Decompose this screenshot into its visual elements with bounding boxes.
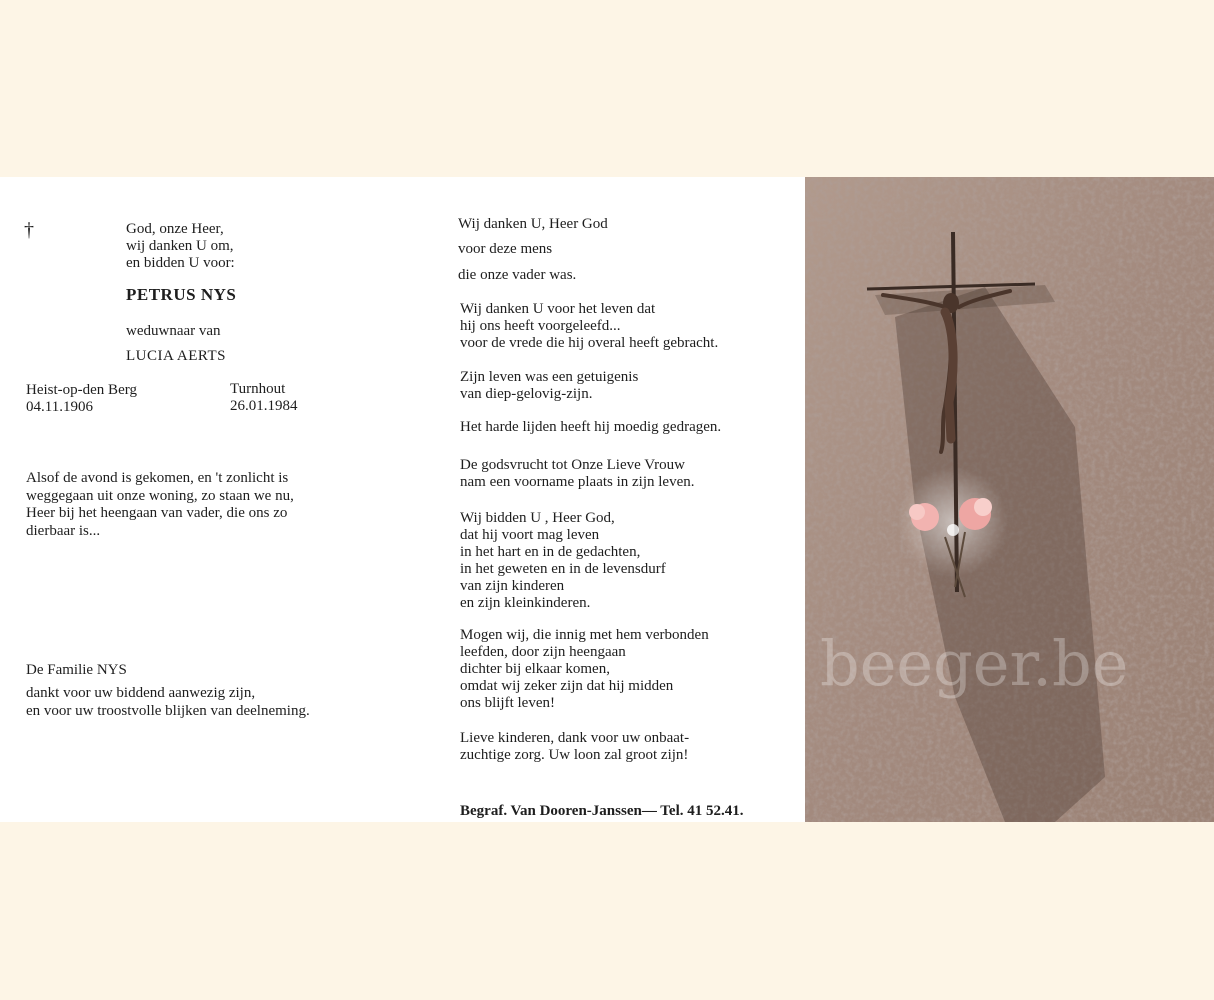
deceased-name: PETRUS NYS (126, 285, 237, 304)
prayer-stanza (460, 510, 666, 612)
intro-line-1: God, onze Heer, (126, 221, 224, 237)
prayer-line: dat hij voort mag leven (460, 527, 600, 543)
prayer-line: omdat wij zeker zijn dat hij midden (460, 678, 674, 694)
prayer-line: ons blijft leven! (460, 695, 555, 711)
prayer-line: voor de vrede die hij overal heeft gebracht. (460, 335, 719, 351)
evening-line: dierbaar is... (26, 522, 101, 539)
family-thanks (26, 685, 310, 720)
memorial-card (0, 177, 1214, 822)
family-line: dankt voor uw biddend aanwezig zijn, (26, 685, 256, 701)
prayer-line: leefden, door zijn heengaan (460, 644, 626, 660)
crucifix-photo (805, 177, 1214, 822)
prayer-line: Lieve kinderen, dank voor uw onbaat- (460, 730, 690, 746)
death-place: Turnhout (230, 381, 286, 397)
prayer-line: nam een voorname plaats in zijn leven. (460, 474, 695, 490)
prayer-opening-line: voor deze mens (458, 241, 553, 257)
funeral-home-line: Begraf. Van Dooren-Janssen— Tel. 41 52.41. (460, 803, 744, 819)
prayer-line: van diep-gelovig-zijn. (460, 386, 593, 402)
prayer-line: Mogen wij, die innig met hem verbonden (460, 627, 709, 643)
prayer-line: Het harde lijden heeft hij moedig gedragen. (460, 419, 722, 435)
family-line: en voor uw troostvolle blijken van deelneming. (26, 702, 310, 719)
prayer-stanza (460, 457, 695, 491)
birth-place: Heist-op-den Berg (26, 382, 137, 398)
prayer-line: dichter bij elkaar komen, (460, 661, 610, 677)
cross-symbol: † (24, 219, 34, 241)
evening-line: Alsof de avond is gekomen, en 't zonlicht is (26, 470, 289, 486)
prayer-line: Wij bidden U , Heer God, (460, 510, 615, 526)
prayer-line: zuchtige zorg. Uw loon zal groot zijn! (460, 747, 689, 763)
prayer-stanza (460, 301, 718, 352)
family-heading: De Familie NYS (26, 662, 127, 678)
prayer-line: van zijn kinderen (460, 578, 565, 594)
evening-text (26, 470, 294, 540)
intro-line-2: wij danken U om, (126, 238, 234, 254)
prayer-line: De godsvrucht tot Onze Lieve Vrouw (460, 457, 686, 473)
prayer-stanza (460, 419, 721, 436)
watermark-text: beeger.be (820, 627, 1129, 700)
evening-line: weggegaan uit onze woning, zo staan we nu, (26, 487, 294, 504)
prayer-line: Wij danken U voor het leven dat (460, 301, 656, 317)
death-date: 26.01.1984 (230, 398, 298, 414)
prayer-line: in het hart en in de gedachten, (460, 544, 641, 560)
prayer-line: Zijn leven was een getuigenis (460, 369, 639, 385)
prayer-stanza (460, 369, 638, 403)
birth-date: 04.11.1906 (26, 399, 93, 415)
prayer-line: en zijn kleinkinderen. (460, 595, 591, 611)
evening-line: Heer bij het heengaan van vader, die ons zo (26, 505, 288, 521)
prayer-line: in het geweten en in de levensdurf (460, 561, 666, 577)
prayer-line: hij ons heeft voorgeleefd... (460, 318, 621, 334)
prayer-opening-line: Wij danken U, Heer God (458, 216, 608, 232)
spouse-name: LUCIA AERTS (126, 348, 227, 364)
prayer-stanza (460, 730, 689, 764)
prayer-opening-line: die onze vader was. (458, 267, 577, 283)
relation-label: weduwnaar van (126, 323, 221, 339)
intro-line-3: en bidden U voor: (126, 255, 235, 271)
prayer-stanza (460, 627, 709, 712)
